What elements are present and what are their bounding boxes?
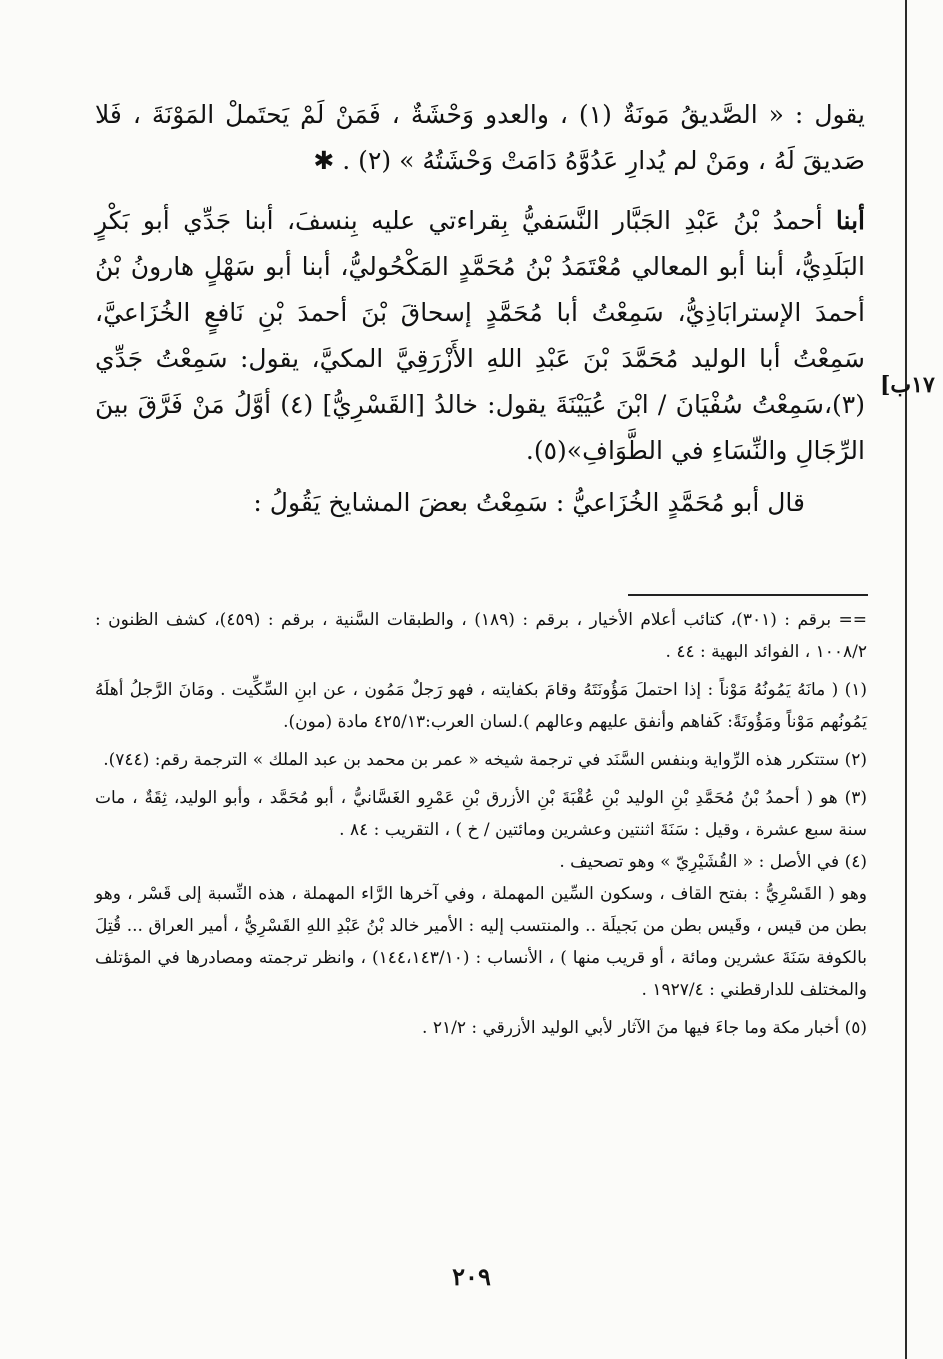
margin-folio-note: ١٧ب] <box>880 372 935 398</box>
footnote-4-explanation: وهو ( القَسْرِيُّ : بفتح القاف ، وسكون السِّين المهملة ، وفي آخرها الرَّاء المهملة ، هذه النِّسبة إلى قَسْر ، وهو بطن من قيس ، وقَيس بطن من بَجيلَة .. والمنتسب إليه : الأمير خالد بْنُ عَبْدِ اللهِ القَسْرِيُّ ، أمير العراق ... قُتِلَ بالكوفة سَنَةَ عشرين ومائة ، أو قريب منها ) ، الأنساب : (١٤٤،١٤٣/١٠) ، وانظر ترجمته ومصادرها في المؤتلف والمختلف للدارقطني : ١٩٢٧/٤ . <box>95 884 867 1000</box>
footnote-2: (٢) ستتكرر هذه الرِّواية وبنفس السَّنَد في ترجمة شيخه « عمر بن محمد بن عبد الملك » الترجمة رقم: (٧٤٤). <box>103 750 867 770</box>
footnotes <box>95 604 867 1044</box>
paragraph-2 <box>95 198 865 474</box>
paragraph-1: يقول : « الصَّديقُ مَونَةٌ (١) ، والعدو وَحْشَةٌ ، فَمَنْ لَمْ يَحتَملْ المَوْنَةَ ، فَلا صَديقَ لَهُ ، ومَنْ لم يُدارِ عَدُوَّهُ دَامَتْ وَحْشَتُهُ » (٢) . ✱ <box>95 100 866 175</box>
footnote-continuation: == برقم : (٣٠١)، كتائب أعلام الأخيار ، برقم : (١٨٩) ، والطبقات السَّنية ، برقم : (٤٥٩)، كشف الظنون : ١٠٠٨/٢ ، الفوائد البهية : ٤٤ . <box>95 610 867 662</box>
main-text <box>95 92 865 526</box>
footnote-3: (٣) هو ( أحمدُ بْنُ مُحَمَّدِ بْنِ الوليد بْنِ عُقْبَةَ بْنِ الأزرق بْنِ عَمْرِو الغَسَّانيُّ ، أبو مُحَمَّد ، وأبو الوليد، ثِقَةٌ ، مات سنة سبع عشرة ، وقيل : سَنَةَ اثنتين وعشرين ومائتين / خ ) ، التقريب : ٨٤ . <box>95 788 867 840</box>
paragraph-3: قال أبو مُحَمَّدٍ الخُزَاعيُّ : سَمِعْتُ بعضَ المشايخ يَقُولُ : <box>253 488 805 517</box>
footnote-5: (٥) أخبار مكة وما جاءَ فيها منَ الآثار لأبي الوليد الأزرقي : ٢١/٢ . <box>422 1018 867 1038</box>
page-number: ٢٠٩ <box>452 1262 491 1291</box>
paragraph-2-text: أحمدُ بْنُ عَبْدِ الجَبَّار النَّسَفيُّ بِقراءتي عليه بِنسفَ، أبنا جَدِّي أبو بَكْرٍ البَلَدِيُّ، أبنا أبو المعالي مُعْتَمَدُ بْنُ مُحَمَّدٍ المَكْحُوليُّ، أبنا أبو سَهْلٍ هارونُ بْنُ أحمدَ الإسترابَاذِيُّ، سَمِعْتُ أبا مُحَمَّدٍ إسحاقَ بْنَ أحمدَ بْنِ نَافعٍ الخُزَاعيَّ، سَمِعْتُ أبا الوليد مُحَمَّدَ بْنَ عَبْدِ اللهِ الأَزْرَقِيَّ المكيَّ، يقول: سَمِعْتُ جَدِّي (٣)،سَمِعْتُ سُفْيَانَ / ابْنَ عُيَيْنَةَ يقول: خالدُ [القَسْرِيُّ] (٤) أوَّلُ مَنْ فَرَّقَ بينَ الرِّجَالِ والنِّسَاءِ في الطَّوَافِ»(٥). <box>95 206 865 465</box>
page-edge-line <box>905 0 907 1359</box>
footnote-separator <box>628 594 868 596</box>
paragraph-2-lead: أبنا <box>835 206 865 235</box>
footnote-1: (١) ( مانَهُ يَمُونُهُ مَوْناً : إذا احتملَ مَؤُونَتَهُ وقامَ بكفايته ، فهو رَجلٌ مَمُون ، عن ابنِ السِّكِّيت . ومَانَ الرَّجلُ أهلَهُ يَمُونُهم مَوْناً ومَؤُونَةً: كَفاهم وأنفق عليهم وعالهم ).لسان العرب:٤٢٥/١٣ مادة (مون). <box>95 680 867 732</box>
footnote-4: (٤) في الأصل : « القُشَيْرِيّ » وهو تصحيف . <box>559 852 867 872</box>
